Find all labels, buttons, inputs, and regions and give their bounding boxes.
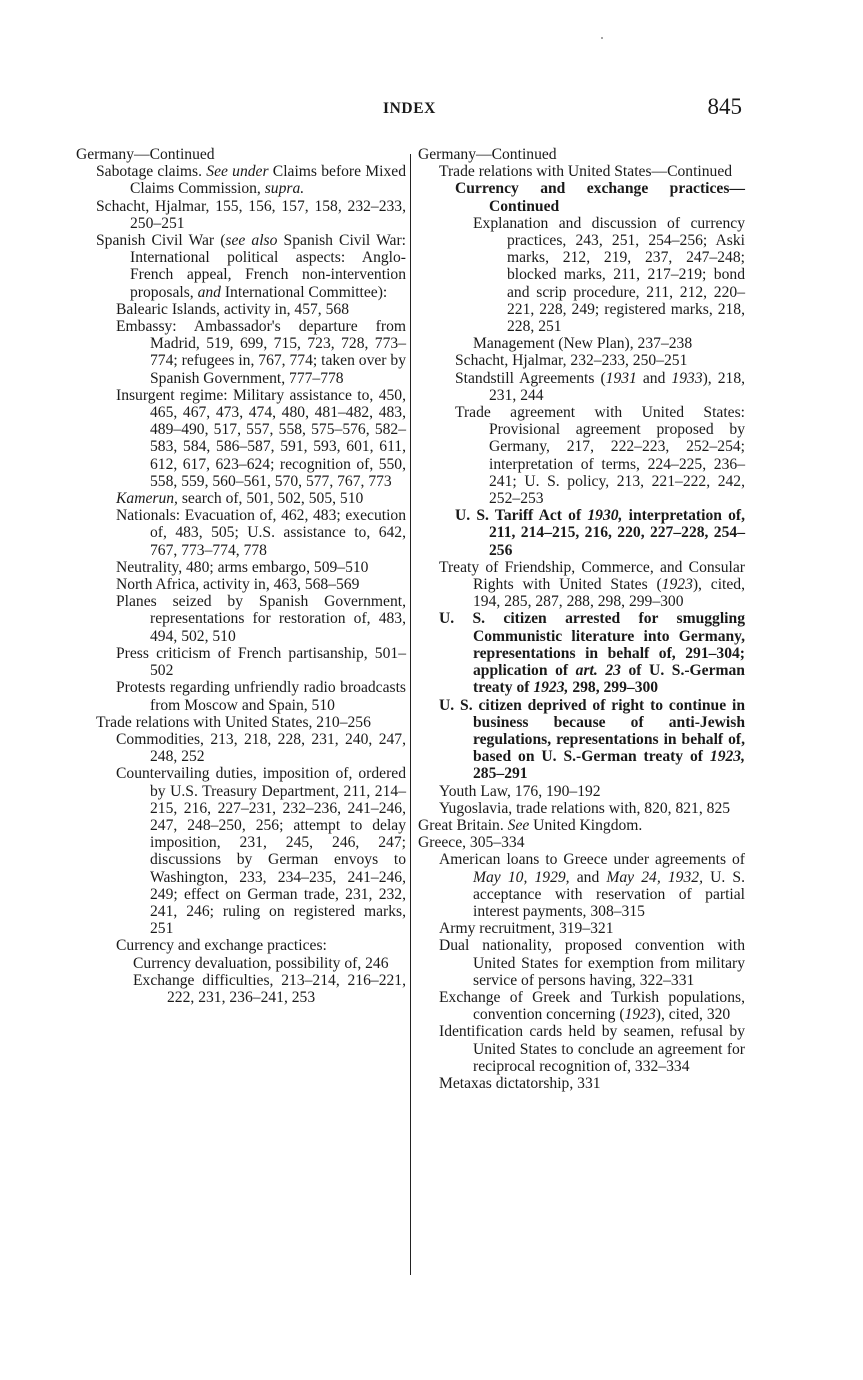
index-entry-text: Kamerun, <box>116 490 178 508</box>
index-column-left <box>76 146 406 1006</box>
index-entry-text: Schacht, Hjalmar, 155, 156, 157, 158, 232–233, 250–251 <box>96 197 406 232</box>
index-entry <box>418 800 745 817</box>
index-entry-text: 298, 299–300 <box>568 679 659 697</box>
index-entry <box>76 593 406 645</box>
index-entry <box>76 765 406 937</box>
index-entry-text: of U. S.-German treaty of <box>473 662 745 697</box>
index-entry-text: Insurgent regime: Military assistance to, 450, 465, 467, 473, 474, 480, 481–482, 483, 489–490, 517, 557, 558, 575–576, 582–583, 584, 586–587, 591, 593, 601, 611, 612, 617, 623–624; recognition of, 550, 558, 559, 560–561, 570, 577, 767, 773 <box>116 386 406 490</box>
index-entry <box>76 490 406 507</box>
index-entry <box>418 215 745 335</box>
index-entry <box>418 404 745 507</box>
index-entry-text: Planes seized by Spanish Government, representations for restoration of, 483, 494, 502, 510 <box>116 593 406 645</box>
index-entry <box>76 318 406 387</box>
index-entry-text: Treaty of Friendship, Commerce, and Consular Rights with United States ( <box>439 558 745 594</box>
index-entry <box>418 783 745 800</box>
index-entry <box>76 232 406 301</box>
index-entry <box>418 163 745 180</box>
index-entry <box>418 610 745 696</box>
index-entry-text: U. S. citizen deprived of right to continue in business because of anti-Jewish regulations, representations in behalf of, based on U. S.-German treaty of <box>439 696 745 766</box>
index-entry-text: American loans to Greece under agreements of <box>439 851 745 869</box>
index-entry-text: Youth Law, 176, 190–192 <box>439 782 601 800</box>
index-entry-text: 1923 <box>661 576 693 594</box>
index-entry <box>76 301 406 318</box>
index-entry-text: U. S. acceptance with reservation of partial interest payments, 308–315 <box>473 868 745 920</box>
index-entry <box>418 989 745 1023</box>
index-entry-text: ), 218, 231, 244 <box>489 369 746 404</box>
index-entry <box>418 1023 745 1075</box>
index-entry <box>418 937 745 989</box>
index-entry <box>76 387 406 490</box>
index-entry-text: Germany—Continued <box>418 146 557 163</box>
index-entry-text: search of, 501, 502, 505, 510 <box>177 490 364 508</box>
index-entry-text: Identification cards held by seamen, refusal by United States to conclude an agreement for reciprocal recognition of, 332–334 <box>439 1023 745 1075</box>
index-entry-text: and <box>197 283 221 301</box>
index-entry-text: Army recruitment, 319–321 <box>439 920 614 938</box>
index-entry <box>418 1075 745 1092</box>
index-entry-text: Trade relations with United States—Continued <box>439 163 733 181</box>
index-entry-text: 285–291 <box>473 765 528 783</box>
index-entry <box>76 955 406 972</box>
index-entry <box>418 352 745 369</box>
index-entry-text: Countervailing duties, imposition of, ordered by U.S. Treasury Department, 211, 214–215, 216, 227–231, 232–236, 241–246, 247, 248–250, 256; attempt to delay imposition, 231, 245, 246, 247; discussions by German envoys to Washington, 233, 234–235, 241–246, 249; effect on German trade, 231, 232, 241, 246; ruling on registered marks, 251 <box>116 765 406 938</box>
page-number: 845 <box>707 94 742 119</box>
index-entry-text: Balearic Islands, activity in, 457, 568 <box>116 300 349 318</box>
index-entry <box>418 920 745 937</box>
index-entry-text: Germany—Continued <box>76 146 215 163</box>
index-entry-text: Great Britain. <box>418 816 508 834</box>
index-entry-text: 1923, <box>709 748 745 766</box>
index-entry-text: Claims before Mixed Claims Commission, <box>130 163 407 198</box>
index-entry-text: U. S. citizen arrested for smuggling Communistic literature into Germany, representations in behalf of, 291–304; application of <box>439 610 745 680</box>
index-entry <box>76 679 406 713</box>
index-entry-text: Nationals: Evacuation of, 462, 483; execution of, 483, 505; U.S. assistance to, 642, 767, 773–774, 778 <box>116 507 406 559</box>
index-entry <box>76 507 406 559</box>
index-entry-text: Trade relations with United States, 210–256 <box>96 713 371 731</box>
index-entry-text: Press criticism of French partisanship, 501–502 <box>116 644 406 680</box>
index-entry <box>76 972 406 1006</box>
index-entry-text: 1923 <box>624 1006 656 1024</box>
index-entry-text: See <box>507 816 530 834</box>
index-entry-text: Standstill Agreements ( <box>455 369 606 387</box>
index-entry-text: ), cited, 320 <box>655 1006 731 1024</box>
index-entry-text: International Committee): <box>220 283 388 301</box>
index-entry <box>76 714 406 731</box>
index-entry-text: Sabotage claims. <box>96 163 207 181</box>
index-entry-text: Currency and exchange practices—Continued <box>455 180 745 215</box>
index-entry <box>76 163 406 197</box>
index-entry-text: 1931 <box>605 369 637 387</box>
column-divider <box>410 154 411 1275</box>
index-entry-text: Management (New Plan), 237–238 <box>473 335 693 353</box>
index-entry <box>76 937 406 954</box>
index-entry-text: and <box>636 369 672 387</box>
index-entry <box>76 146 406 163</box>
index-entry-text: and <box>569 868 607 886</box>
index-entry-text: Trade agreement with United States: Provisional agreement proposed by Germany, 217, 222–223, 252–254; interpretation of terms, 224–225, 236–241; U. S. policy, 213, 221–222, 242, 252–253 <box>455 404 745 508</box>
index-entry-text: Embassy: Ambassador's departure from Madrid, 519, 699, 715, 723, 728, 773–774; refugees in, 767, 774; taken over by Spanish Government, 777–778 <box>116 318 406 387</box>
index-entry-text: Spanish Civil War: International political aspects: Anglo-French appeal, French non-intervention proposals, <box>130 232 406 301</box>
index-entry-text: Protests regarding unfriendly radio broadcasts from Moscow and Spain, 510 <box>116 679 406 714</box>
index-entry-text: Greece, 305–334 <box>418 834 525 852</box>
index-entry-text: Yugoslavia, trade relations with, 820, 821, 825 <box>439 799 731 817</box>
index-entry-text: Schacht, Hjalmar, 232–233, 250–251 <box>455 352 688 370</box>
index-entry-text: interpretation of, 211, 214–215, 216, 220, 227–228, 254–256 <box>489 507 745 559</box>
index-entry <box>76 645 406 679</box>
index-entry-text: ), cited, 194, 285, 287, 288, 298, 299–300 <box>473 576 745 611</box>
index-entry-text: Commodities, 213, 218, 228, 231, 240, 247, 248, 252 <box>116 730 406 766</box>
index-entry-text: Exchange difficulties, 213–214, 216–221, 222, 231, 236–241, 253 <box>133 971 406 1006</box>
index-entry-text: North Africa, activity in, 463, 568–569 <box>116 576 360 594</box>
index-entry <box>418 851 745 920</box>
index-entry-text: May 10, 1929, <box>473 868 570 886</box>
index-entry-text: art. 23 <box>575 662 621 680</box>
index-entry-text: 1923, <box>533 679 569 697</box>
index-entry-text: United Kingdom. <box>529 816 643 834</box>
index-entry-text: Explanation and discussion of currency practices, 243, 251, 254–256; Aski marks, 212, 219, 237, 247–248; blocked marks, 211, 217–219; bond and scrip procedure, 211, 212, 220–221, 228, 249; registered marks, 218, 228, 251 <box>473 214 745 336</box>
index-entry-text: Neutrality, 480; arms embargo, 509–510 <box>116 558 369 576</box>
index-entry <box>418 697 745 783</box>
index-entry-text: See under <box>206 163 269 181</box>
index-entry <box>418 834 745 851</box>
scan-speck <box>601 37 603 39</box>
index-entry <box>76 576 406 593</box>
index-entry-text: U. S. Tariff Act of <box>455 507 588 525</box>
index-entry <box>418 370 745 404</box>
index-entry <box>76 559 406 576</box>
index-entry-text: Metaxas dictatorship, 331 <box>439 1074 601 1092</box>
index-entry-text: Dual nationality, proposed convention with United States for exemption from military service of persons having, 322–331 <box>439 937 745 989</box>
index-entry <box>418 180 745 214</box>
index-entry <box>418 507 745 559</box>
index-entry-text: Spanish Civil War ( <box>96 232 226 250</box>
index-entry <box>76 198 406 232</box>
index-entry-text: see also <box>225 232 278 250</box>
index-entry-text: supra. <box>264 180 305 198</box>
index-entry <box>418 817 745 834</box>
index-entry <box>76 731 406 765</box>
index-entry-text: Currency and exchange practices: <box>116 937 327 955</box>
index-entry-text: Currency devaluation, possibility of, 246 <box>133 954 389 972</box>
index-column-right <box>418 146 745 1092</box>
index-entry <box>418 146 745 163</box>
index-entry <box>418 559 745 611</box>
index-entry-text: 1930, <box>587 507 623 525</box>
index-entry <box>418 335 745 352</box>
index-entry-text: 1933 <box>671 369 703 387</box>
running-head: INDEX <box>383 100 436 117</box>
index-entry-text: May 24, 1932, <box>606 868 703 886</box>
index-entry-text: Exchange of Greek and Turkish populations, convention concerning ( <box>439 988 745 1024</box>
